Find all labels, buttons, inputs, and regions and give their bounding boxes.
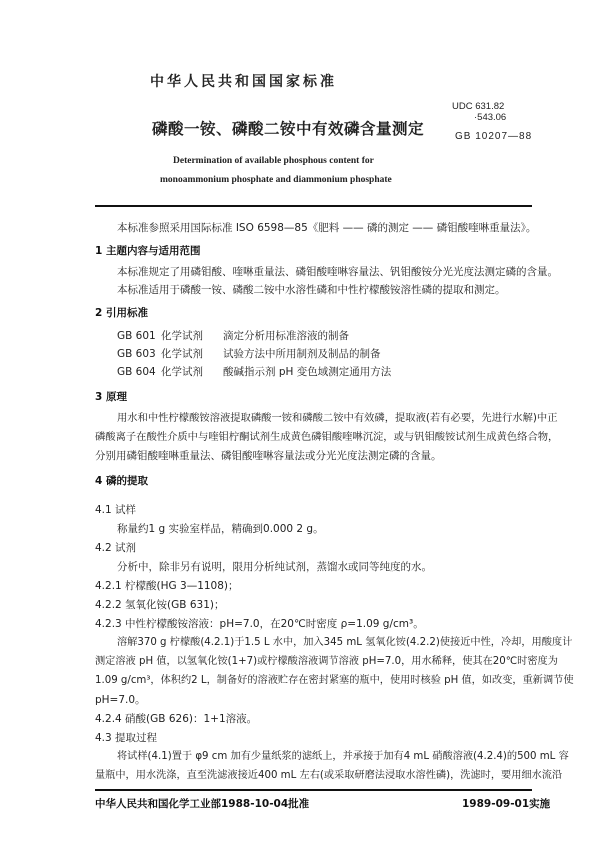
effective-date: 1989-09-01实施	[462, 798, 551, 810]
subsection-4-2-3: 4.2.3 中性柠檬酸铵溶液：pH=7.0，在20℃时密度 ρ=1.09 g/cm³。	[95, 618, 424, 630]
ref-category: 化学试剂	[161, 330, 203, 342]
reference-item	[117, 329, 349, 343]
subsection-4-2-2: 4.2.2 氢氧化铵(GB 631)；	[95, 599, 225, 611]
principle-line: 分别用磷钼酸喹啉重量法、磷钼酸喹啉容量法或分光光度法测定磷的含量。	[95, 450, 442, 462]
gb-number: GB 10207—88	[455, 131, 533, 142]
reference-item	[117, 365, 391, 379]
national-standard-heading: 中华人民共和国国家标准	[150, 74, 337, 90]
subsection-4-2-4: 4.2.4 硝酸(GB 626)：1+1溶液。	[95, 713, 258, 725]
section-1-heading: 1 主题内容与适用范围	[95, 245, 201, 257]
intro-text: 本标准参照采用国际标准 ISO 6598—85《肥料 —— 磷的测定 —— 磷钼酸喹啉重量法》。	[117, 222, 537, 234]
reference-item	[117, 347, 381, 361]
paragraph-line: 1.09 g/cm³，体积约2 L，制备好的溶液贮存在密封紧塞的瓶中，使用时核验 pH 值，如改变，重新调节使	[95, 675, 574, 686]
udc-code	[452, 101, 506, 123]
header-rule	[95, 205, 532, 207]
paragraph-line: 溶解370 g 柠檬酸(4.2.1)于1.5 L 水中，加入345 mL 氢氧化铵(4.2.2)使接近中性，冷却，用酸度计	[117, 637, 573, 648]
section-2-heading: 2 引用标准	[95, 307, 148, 319]
paragraph-line: pH=7.0。	[95, 694, 146, 706]
footer-rule	[95, 789, 532, 791]
ref-category: 化学试剂	[161, 348, 203, 360]
approval-note: 中华人民共和国化学工业部1988-10-04批准	[95, 798, 310, 810]
ref-title: 酸碱指示剂 pH 变色域测定通用方法	[223, 366, 392, 378]
subsection-4-2: 4.2 试剂	[95, 542, 137, 554]
udc-line-2: ·543.06	[474, 112, 507, 123]
subsection-text: 称量约1 g 实验室样品，精确到0.000 2 g。	[117, 523, 324, 535]
ref-code: GB 601	[117, 330, 156, 342]
subsection-text: 分析中，除非另有说明，限用分析纯试剂，蒸馏水或同等纯度的水。	[117, 561, 432, 573]
subsection-4-3: 4.3 提取过程	[95, 732, 158, 744]
ref-title: 滴定分析用标准溶液的制备	[223, 330, 349, 342]
section-1-paragraph: 本标准规定了用磷钼酸、喹啉重量法、磷钼酸喹啉容量法、钒钼酸铵分光光度法测定磷的含量。	[117, 266, 558, 278]
section-4-heading: 4 磷的提取	[95, 475, 148, 487]
subsection-4-2-1: 4.2.1 柠檬酸(HG 3—1108)；	[95, 580, 239, 592]
ref-title: 试验方法中所用制剂及制品的制备	[223, 348, 381, 360]
english-title-line-2: monoammonium phosphate and diammonium phosphate	[160, 175, 392, 185]
paragraph-line: 测定溶液 pH 值，以氢氧化铵(1+7)或柠檬酸溶液调节溶液 pH=7.0，用水稀释，使其在20℃时密度为	[95, 656, 558, 667]
section-1-paragraph: 本标准适用于磷酸一铵、磷酸二铵中水溶性磷和中性柠檬酸铵溶性磷的提取和测定。	[117, 284, 506, 296]
ref-category: 化学试剂	[161, 366, 203, 378]
paragraph-line: 量瓶中，用水洗涤，直至洗滤液接近400 mL 左右(或采取研磨法浸取水溶性磷)，洗滤时，要用细水流沿	[95, 770, 563, 781]
section-3-heading: 3 原理	[95, 391, 127, 403]
document-title: 磷酸一铵、磷酸二铵中有效磷含量测定	[152, 120, 425, 138]
udc-line-1: UDC 631.82	[452, 101, 505, 112]
ref-code: GB 603	[117, 348, 156, 360]
principle-line: 用水和中性柠檬酸铵溶液提取磷酸一铵和磷酸二铵中有效磷，提取液(若有必要，先进行水解)中正	[117, 412, 558, 424]
english-title-line-1: Determination of available phosphous content for	[173, 156, 374, 166]
subsection-4-1: 4.1 试样	[95, 504, 137, 516]
ref-code: GB 604	[117, 366, 156, 378]
paragraph-line: 将试样(4.1)置于 φ9 cm 加有少量纸浆的滤纸上，并承接于加有4 mL 硝酸溶液(4.2.4)的500 mL 容	[117, 751, 569, 762]
principle-line: 磷酸离子在酸性介质中与喹钼柠酮试剂生成黄色磷钼酸喹啉沉淀，或与钒钼酸铵试剂生成黄色络合物，	[95, 431, 559, 443]
